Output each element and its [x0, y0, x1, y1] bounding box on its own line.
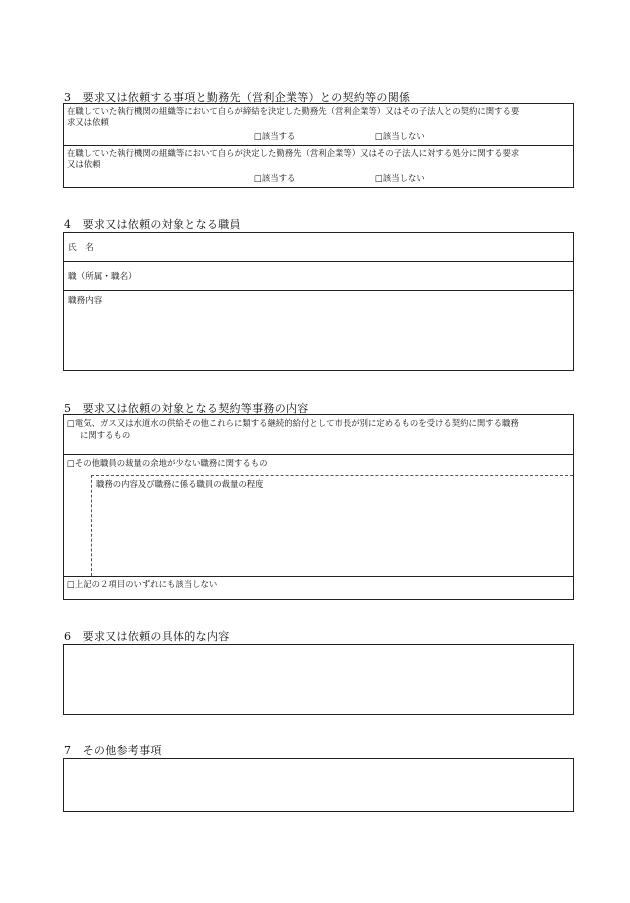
- employee-position-label: 職（所属・職名）: [68, 272, 137, 282]
- section5-heading: 5 要求又は依頼の対象となる契約等事務の内容: [64, 402, 309, 415]
- neither-option[interactable]: □上記の２項目のいずれにも該当しない: [67, 579, 218, 589]
- disposition-relation-not-applicable-checkbox[interactable]: □該当しない: [375, 173, 425, 183]
- section5-table: [63, 414, 574, 600]
- section6-heading: 6 要求又は依頼の具体的な内容: [64, 630, 230, 643]
- disposition-relation-text-line1: 在職していた執行機関の組織等において自らが決定した勤務先（営利企業等）又はその子法人に対する処分に関する要求: [67, 148, 520, 158]
- low-discretion-option[interactable]: □その他職員の裁量の余地が少ない職務に関するもの: [67, 458, 268, 468]
- specific-request-box[interactable]: [63, 644, 574, 715]
- section7-heading: 7 その他参考事項: [64, 744, 162, 757]
- discretion-subbox-label: 職務の内容及び職務に係る職員の裁量の程度: [96, 479, 264, 489]
- discretion-subbox-left: [91, 475, 92, 576]
- disposition-relation-applicable-checkbox[interactable]: □該当する: [254, 173, 296, 183]
- disposition-relation-text-line2: 又は依頼: [67, 159, 101, 169]
- discretion-subbox-top: [91, 475, 573, 476]
- contract-relation-text-line2: 求又は依頼: [67, 117, 109, 127]
- section4-table: [63, 232, 574, 371]
- reference-notes-box[interactable]: [63, 758, 574, 812]
- section5-divider-2: [63, 576, 574, 577]
- section3-row-divider: [63, 145, 574, 146]
- section5-divider-1: [63, 454, 574, 455]
- contract-relation-applicable-checkbox[interactable]: □該当する: [254, 131, 296, 141]
- contract-relation-text-line1: 在職していた執行機関の組織等において自らが締結を決定した勤務先（営利企業等）又はその子法人との契約に関する要: [67, 106, 520, 116]
- employee-duty-label: 職務内容: [68, 296, 103, 306]
- section4-divider-2: [63, 290, 574, 291]
- section4-divider-1: [63, 261, 574, 262]
- utility-contract-option-line2: に関するもの: [80, 430, 131, 440]
- contract-relation-not-applicable-checkbox[interactable]: □該当しない: [375, 131, 425, 141]
- employee-name-label: 氏 名: [68, 243, 94, 253]
- utility-contract-option-line1[interactable]: □電気、ガス又は水道水の供給その他これらに類する継続的給付として市長が別に定めるものを受ける契約に関する職務: [67, 418, 519, 428]
- section4-heading: 4 要求又は依頼の対象となる職員: [64, 218, 241, 231]
- section3-heading: 3 要求又は依頼する事項と勤務先（営利企業等）との契約等の関係: [64, 91, 411, 104]
